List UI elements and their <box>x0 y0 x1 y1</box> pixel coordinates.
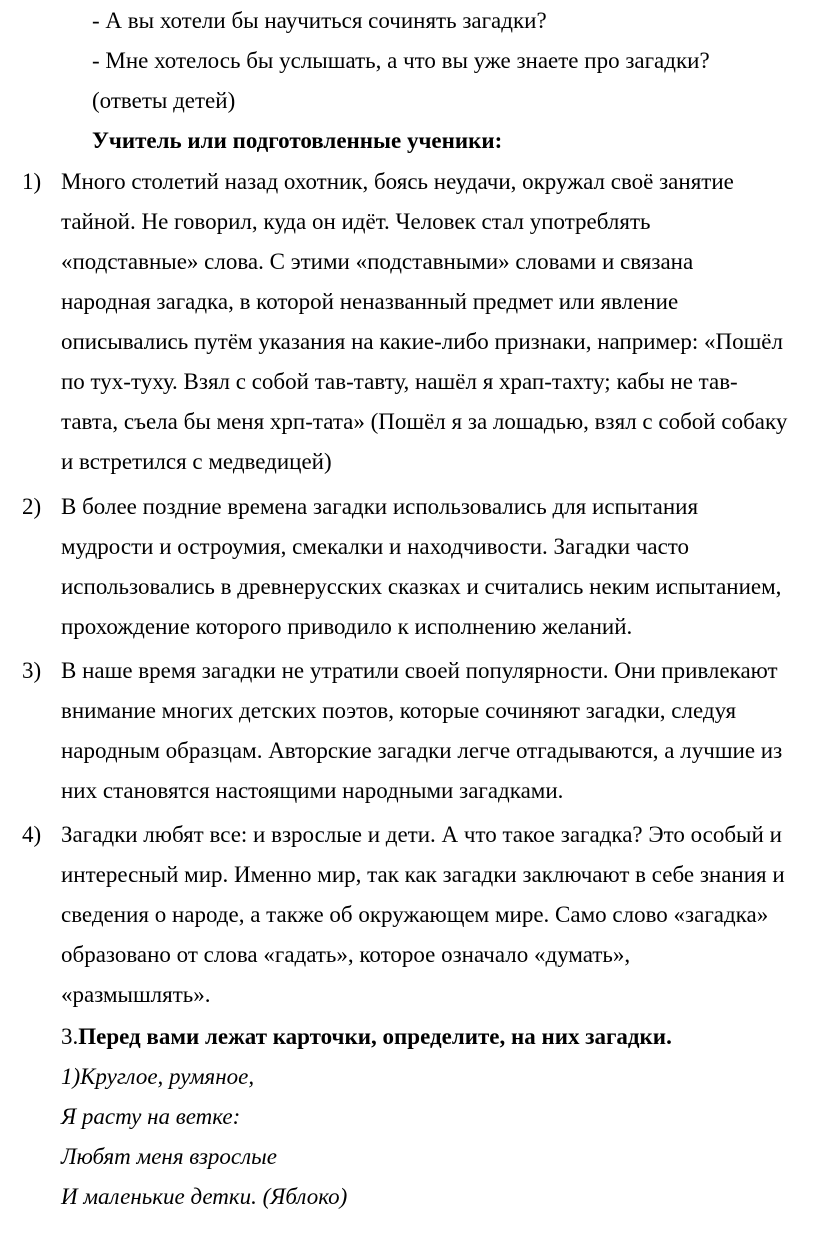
riddle-line: И маленькие детки. (Яблоко) <box>61 1184 348 1209</box>
list-item-number: 3) <box>22 658 42 683</box>
list-item-line: народная загадка, в которой неназванный предмет или явление <box>61 289 679 314</box>
list-item-line: и встретился с медведицей) <box>61 449 332 474</box>
section-3-heading <box>61 1016 672 1057</box>
list-item-line: В наше время загадки не утратили своей популярности. Они привлекают <box>61 658 778 683</box>
list-item-line: тавта, съела бы меня хрп-тата» (Пошёл я за лошадью, взял с собой собаку <box>61 409 788 434</box>
list-item-number: 1) <box>22 169 42 194</box>
list-item-line: образовано от слова «гадать», которое означало «думать», <box>61 942 631 967</box>
list-item-line: «подставные» слова. С этими «подставными» словами и связана <box>61 249 694 274</box>
list-item-line: тайной. Не говорил, куда он идёт. Человек стал употреблять <box>61 209 651 234</box>
riddle-line: 1)Круглое, румяное, <box>61 1064 255 1089</box>
section-3-number: 3. <box>61 1024 79 1049</box>
intro-question-2: - Мне хотелось бы услышать, а что вы уже знаете про загадки? <box>92 48 710 73</box>
list-item-line: использовались в древнерусских сказках и считались неким испытанием, <box>61 574 782 599</box>
list-item-line: мудрости и остроумия, смекалки и находчивости. Загадки часто <box>61 534 690 559</box>
list-item-line: Много столетий назад охотник, боясь неудачи, окружал своё занятие <box>61 169 734 194</box>
list-item-line: народным образцам. Авторские загадки легче отгадываются, а лучшие из <box>61 738 783 763</box>
list-item-line: Загадки любят все: и взрослые и дети. А что такое загадка? Это особый и <box>61 822 782 847</box>
list-item-line: них становятся настоящими народными загадками. <box>61 778 564 803</box>
list-item-line: интересный мир. Именно мир, так как загадки заключают в себе знания и <box>61 862 785 887</box>
list-item-line: описывались путём указания на какие-либо признаки, например: «Пошёл <box>61 329 783 354</box>
section-3-title: Перед вами лежат карточки, определите, на них загадки. <box>78 1024 672 1049</box>
riddle-line: Любят меня взрослые <box>61 1144 277 1169</box>
list-item-number: 2) <box>22 494 42 519</box>
list-item-line: «размышлять». <box>61 982 211 1007</box>
list-item-line: В более поздние времена загадки использовались для испытания <box>61 494 699 519</box>
answer-note: (ответы детей) <box>92 88 236 113</box>
list-item-line: по тух-туху. Взял с собой тав-тавту, нашёл я храп-тахту; кабы не тав- <box>61 369 738 394</box>
list-item-line: внимание многих детских поэтов, которые сочиняют загадки, следуя <box>61 698 737 723</box>
riddle-line: Я расту на ветке: <box>61 1104 241 1129</box>
intro-question-1: - А вы хотели бы научиться сочинять загадки? <box>92 8 547 33</box>
list-item-number: 4) <box>22 822 42 847</box>
list-item-line: сведения о народе, а также об окружающем мире. Само слово «загадка» <box>61 902 769 927</box>
list-item-line: прохождение которого приводило к исполнению желаний. <box>61 614 633 639</box>
section-heading: Учитель или подготовленные ученики: <box>92 128 503 153</box>
